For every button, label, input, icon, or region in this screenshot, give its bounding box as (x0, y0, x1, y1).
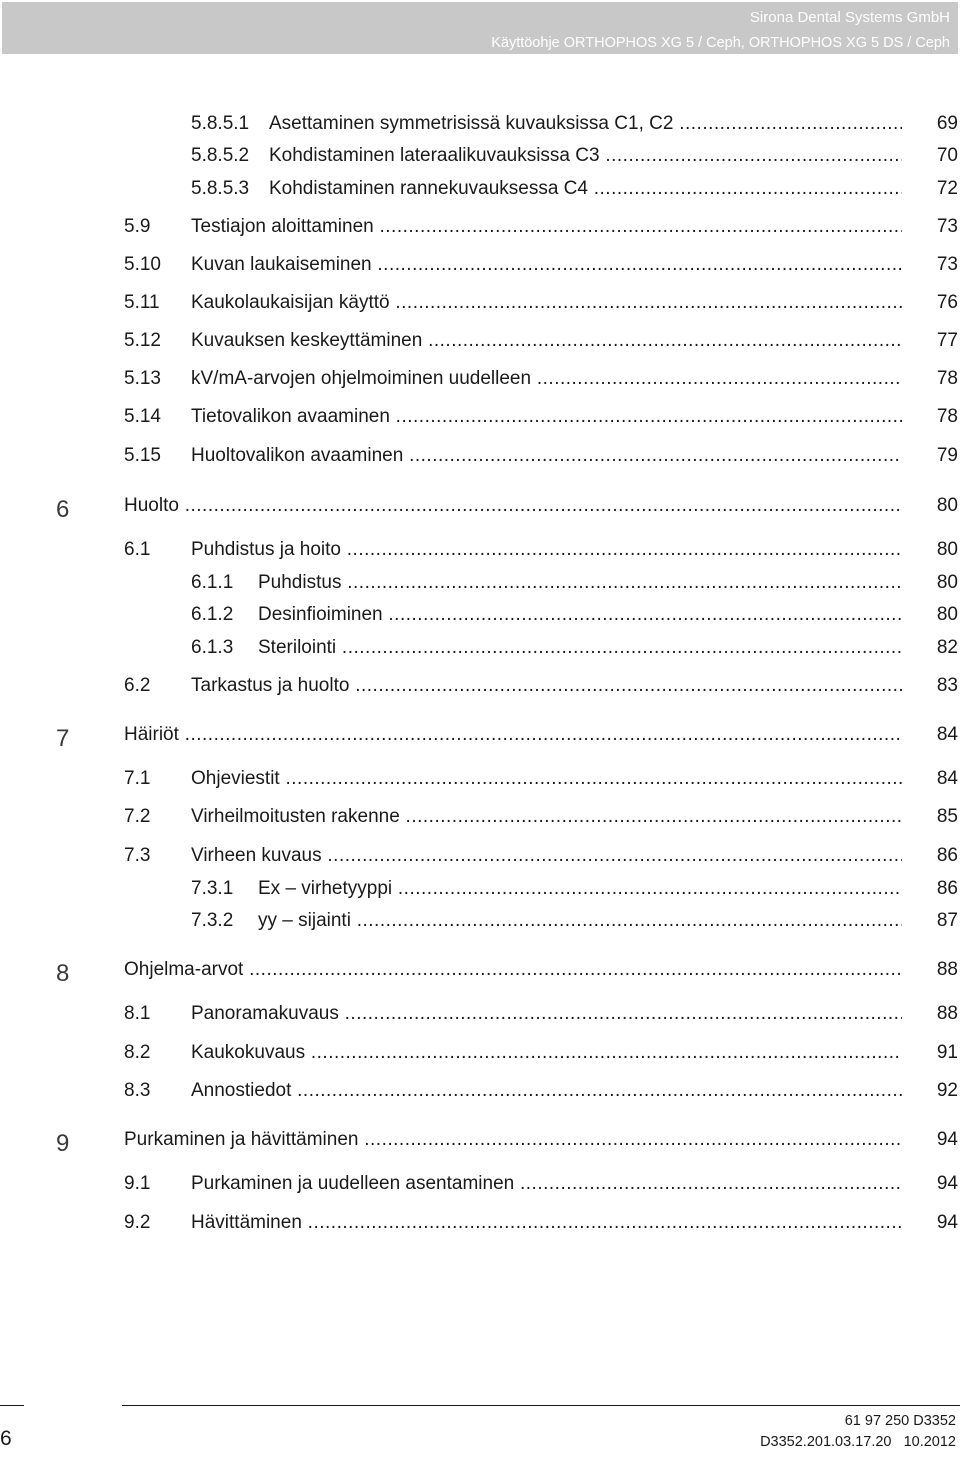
toc-entry[interactable] (0, 404, 960, 430)
footer-divider-left (0, 1405, 24, 1406)
page-number: 86 (936, 845, 958, 866)
document-number: 61 97 250 D3352 (844, 1413, 956, 1429)
page-number: 76 (936, 292, 958, 313)
section-title: Sterilointi ..... (258, 635, 902, 661)
section-title: Purkaminen ja uudelleen asentaminen ..... (191, 1171, 902, 1197)
section-number: 7.2 (124, 806, 151, 827)
page-number: 82 (936, 637, 958, 658)
section-number: 5.9 (124, 216, 151, 237)
section-number: 8.3 (124, 1080, 151, 1101)
toc-entry[interactable] (0, 722, 960, 752)
page-number: 94 (936, 1129, 958, 1150)
section-title: Tietovalikon avaaminen ..... (191, 404, 902, 430)
toc-entry[interactable] (0, 328, 960, 354)
section-title: Kohdistaminen rannekuvauksessa C4 ..... (269, 176, 902, 202)
footer-document-info (760, 1411, 956, 1453)
section-number: 6.1.1 (191, 572, 234, 593)
section-title: Puhdistus ja hoito ..... (191, 537, 902, 563)
chapter-number: 6 (56, 496, 70, 523)
page-number: 87 (936, 910, 958, 931)
page-number: 94 (936, 1173, 958, 1194)
section-title: Kohdistaminen lateraalikuvauksissa C3 ..... (269, 143, 902, 169)
toc-entry[interactable] (0, 957, 960, 987)
page-number: 84 (936, 724, 958, 745)
section-title: Ohjelma-arvot ..... (124, 957, 902, 983)
section-number: 5.12 (124, 330, 161, 351)
page-number: 80 (936, 539, 958, 560)
section-number: 7.1 (124, 768, 151, 789)
chapter-number: 7 (56, 725, 70, 752)
section-number: 5.13 (124, 368, 161, 389)
page-number: 94 (936, 1212, 958, 1233)
toc-entry[interactable] (0, 804, 960, 830)
page-number: 80 (936, 572, 958, 593)
page-number: 88 (936, 959, 958, 980)
section-number: 7.3 (124, 845, 151, 866)
page-number: 80 (936, 604, 958, 625)
section-title: Virheen kuvaus ..... (191, 843, 902, 869)
toc-entry[interactable] (0, 876, 960, 902)
section-number: 9.2 (124, 1212, 151, 1233)
section-title: Hävittäminen ..... (191, 1210, 902, 1236)
footer-divider (122, 1405, 960, 1406)
section-title: Puhdistus ..... (258, 570, 902, 596)
page-number: 78 (936, 368, 958, 389)
section-title: Ohjeviestit ..... (191, 766, 902, 792)
toc-entry[interactable] (0, 1001, 960, 1027)
section-title: yy – sijainti ..... (258, 908, 902, 934)
section-title: Panoramakuvaus ..... (191, 1001, 902, 1027)
company-name: Sirona Dental Systems GmbH (749, 9, 950, 26)
section-number: 5.8.5.1 (191, 113, 250, 134)
section-number: 5.14 (124, 406, 161, 427)
page-number: 88 (936, 1003, 958, 1024)
page-number: 79 (936, 445, 958, 466)
toc-entry[interactable] (0, 111, 960, 137)
section-number: 5.10 (124, 254, 161, 275)
chapter-number: 9 (56, 1130, 70, 1157)
toc-entry[interactable] (0, 570, 960, 596)
section-number: 7.3.1 (191, 878, 234, 899)
section-title: Desinfioiminen ..... (258, 602, 902, 628)
section-number: 5.8.5.2 (191, 145, 250, 166)
manual-title: Käyttöohje ORTHOPHOS XG 5 / Ceph, ORTHOPHOS XG 5 DS / Ceph (491, 35, 950, 51)
section-title: Purkaminen ja hävittäminen ..... (124, 1127, 902, 1153)
page-number: 78 (936, 406, 958, 427)
toc-entry[interactable] (0, 252, 960, 278)
toc-entry[interactable] (0, 766, 960, 792)
section-number: 5.15 (124, 445, 161, 466)
toc-entry[interactable] (0, 290, 960, 316)
toc-entry[interactable] (0, 1210, 960, 1236)
section-title: Testiajon aloittaminen ..... (191, 214, 902, 240)
toc-entry[interactable] (0, 673, 960, 699)
section-title: Kuvan laukaiseminen ..... (191, 252, 902, 278)
toc-entry[interactable] (0, 493, 960, 523)
section-title: Ex – virhetyyppi ..... (258, 876, 902, 902)
section-title: Huoltovalikon avaaminen ..... (191, 443, 902, 469)
section-number: 7.3.2 (191, 910, 234, 931)
toc-entry[interactable] (0, 537, 960, 563)
section-title: Virheilmoitusten rakenne ..... (191, 804, 902, 830)
section-number: 6.1 (124, 539, 151, 560)
toc-entry[interactable] (0, 908, 960, 934)
toc-entry[interactable] (0, 602, 960, 628)
toc-entry[interactable] (0, 1040, 960, 1066)
toc-entry[interactable] (0, 143, 960, 169)
page-number: 86 (936, 878, 958, 899)
section-number: 9.1 (124, 1173, 151, 1194)
section-title: Asettaminen symmetrisissä kuvauksissa C1, C2 ..... (269, 111, 902, 137)
section-number: 8.1 (124, 1003, 151, 1024)
toc-entry[interactable] (0, 366, 960, 392)
page-number: 73 (936, 254, 958, 275)
section-title: Huolto ..... (124, 493, 902, 519)
page-number: 91 (936, 1042, 958, 1063)
section-number: 6.2 (124, 675, 151, 696)
footer-page-number: 6 (0, 1427, 12, 1450)
section-title: kV/mA-arvojen ohjelmoiminen uudelleen ..... (191, 366, 902, 392)
section-number: 5.11 (124, 292, 160, 313)
page-number: 84 (936, 768, 958, 789)
document-code: D3352.201.03.17.20 10.2012 (760, 1434, 956, 1450)
section-title: Annostiedot ..... (191, 1078, 902, 1104)
section-number: 5.8.5.3 (191, 178, 250, 199)
section-title: Kaukolaukaisijan käyttö ..... (191, 290, 902, 316)
chapter-number: 8 (56, 960, 70, 987)
toc-entry[interactable] (0, 843, 960, 869)
toc-entry[interactable] (0, 1171, 960, 1197)
toc-entry[interactable] (0, 176, 960, 202)
section-number: 6.1.2 (191, 604, 234, 625)
document-header (2, 2, 958, 54)
page-number: 77 (936, 330, 958, 351)
page-number: 85 (936, 806, 958, 827)
page-number: 83 (936, 675, 958, 696)
section-title: Kaukokuvaus ..... (191, 1040, 902, 1066)
section-title: Tarkastus ja huolto ..... (191, 673, 902, 699)
toc-entry[interactable] (0, 443, 960, 469)
page-number: 73 (936, 216, 958, 237)
section-number: 8.2 (124, 1042, 151, 1063)
section-number: 6.1.3 (191, 637, 234, 658)
page-number: 70 (936, 145, 958, 166)
toc-entry[interactable] (0, 1078, 960, 1104)
page-number: 69 (936, 113, 958, 134)
toc-entry[interactable] (0, 1127, 960, 1157)
section-title: Kuvauksen keskeyttäminen ..... (191, 328, 902, 354)
page-number: 72 (936, 178, 958, 199)
toc-entry[interactable] (0, 635, 960, 661)
toc-entry[interactable] (0, 214, 960, 240)
page-number: 92 (936, 1080, 958, 1101)
page-number: 80 (936, 495, 958, 516)
section-title: Häiriöt ..... (124, 722, 902, 748)
